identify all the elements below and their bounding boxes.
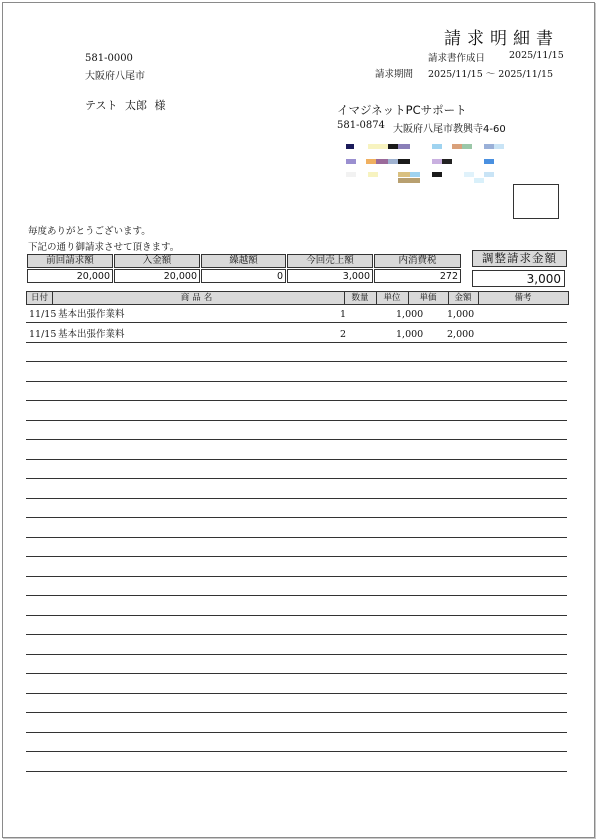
summary-label-carryover: 繰越額 [201, 254, 286, 268]
row-rule [26, 498, 567, 499]
row-price: 1,000 [396, 309, 424, 320]
row-rule [26, 615, 567, 616]
summary-label-paid: 入金額 [114, 254, 200, 268]
row-rule [26, 673, 567, 674]
row-amount: 2,000 [447, 329, 475, 340]
row-qty: 2 [340, 329, 347, 340]
row-rule [26, 420, 567, 421]
row-rule [26, 556, 567, 557]
document-title: 請求明細書 [444, 29, 559, 49]
row-rule [26, 342, 567, 343]
issuer-name: イマジネットPCサポート [337, 103, 467, 117]
row-rule [26, 439, 567, 440]
summary-value-carryover: 0 [201, 269, 286, 283]
header-unit: 単位 [383, 293, 401, 303]
row-rule [26, 322, 567, 323]
customer-name: テスト 太郎 様 [85, 99, 166, 112]
row-rule [26, 751, 567, 752]
adjusted-total-label: 調整請求金額 [472, 250, 567, 267]
row-rule [26, 537, 567, 538]
row-rule [26, 459, 567, 460]
issuer-address: 大阪府八尾市教興寺4-60 [393, 124, 506, 135]
adjusted-total-value: 3,000 [472, 270, 565, 287]
summary-value-paid: 20,000 [114, 269, 200, 283]
summary-value-sales: 3,000 [287, 269, 373, 283]
header-item: 商品名 [180, 293, 216, 303]
period-label: 請求期間 [375, 69, 414, 80]
row-amount: 1,000 [447, 309, 475, 320]
row-date: 11/15 [29, 309, 57, 320]
created-label: 請求書作成日 [428, 53, 486, 64]
row-rule [26, 361, 567, 362]
row-rule [26, 595, 567, 596]
row-rule [26, 517, 567, 518]
customer-address: 大阪府八尾市 [85, 71, 145, 82]
table-header [26, 291, 569, 305]
header-amount: 金額 [454, 293, 472, 303]
seal-box [513, 184, 559, 219]
summary-label-previous: 前回請求額 [27, 254, 113, 268]
row-rule [26, 400, 567, 401]
summary-value-tax: 272 [374, 269, 461, 283]
row-rule [26, 732, 567, 733]
row-rule [26, 478, 567, 479]
row-rule [26, 576, 567, 577]
header-price: 単価 [419, 293, 437, 303]
header-qty: 数量 [351, 293, 369, 303]
row-item: 基本出張作業料 [58, 329, 125, 340]
created-date: 2025/11/15 [509, 50, 564, 61]
row-rule [26, 712, 567, 713]
row-rule [26, 693, 567, 694]
row-rule [26, 771, 567, 772]
row-rule [26, 654, 567, 655]
greeting-line-2: 下記の通り御請求させて頂きます。 [28, 242, 180, 253]
summary-label-tax: 内消費税 [374, 254, 461, 268]
header-note: 備考 [514, 293, 532, 303]
period-value: 2025/11/15 ～ 2025/11/15 [428, 69, 554, 80]
summary-value-previous: 20,000 [27, 269, 113, 283]
row-qty: 1 [340, 309, 347, 320]
row-date: 11/15 [29, 329, 57, 340]
row-price: 1,000 [396, 329, 424, 340]
row-rule [26, 381, 567, 382]
greeting-line-1: 毎度ありがとうございます。 [28, 226, 151, 237]
header-date: 日付 [30, 293, 48, 303]
issuer-postal: 581-0874 [337, 120, 385, 131]
summary-label-sales: 今回売上額 [287, 254, 373, 268]
row-item: 基本出張作業料 [58, 309, 125, 320]
row-rule [26, 634, 567, 635]
customer-postal: 581-0000 [85, 53, 133, 64]
